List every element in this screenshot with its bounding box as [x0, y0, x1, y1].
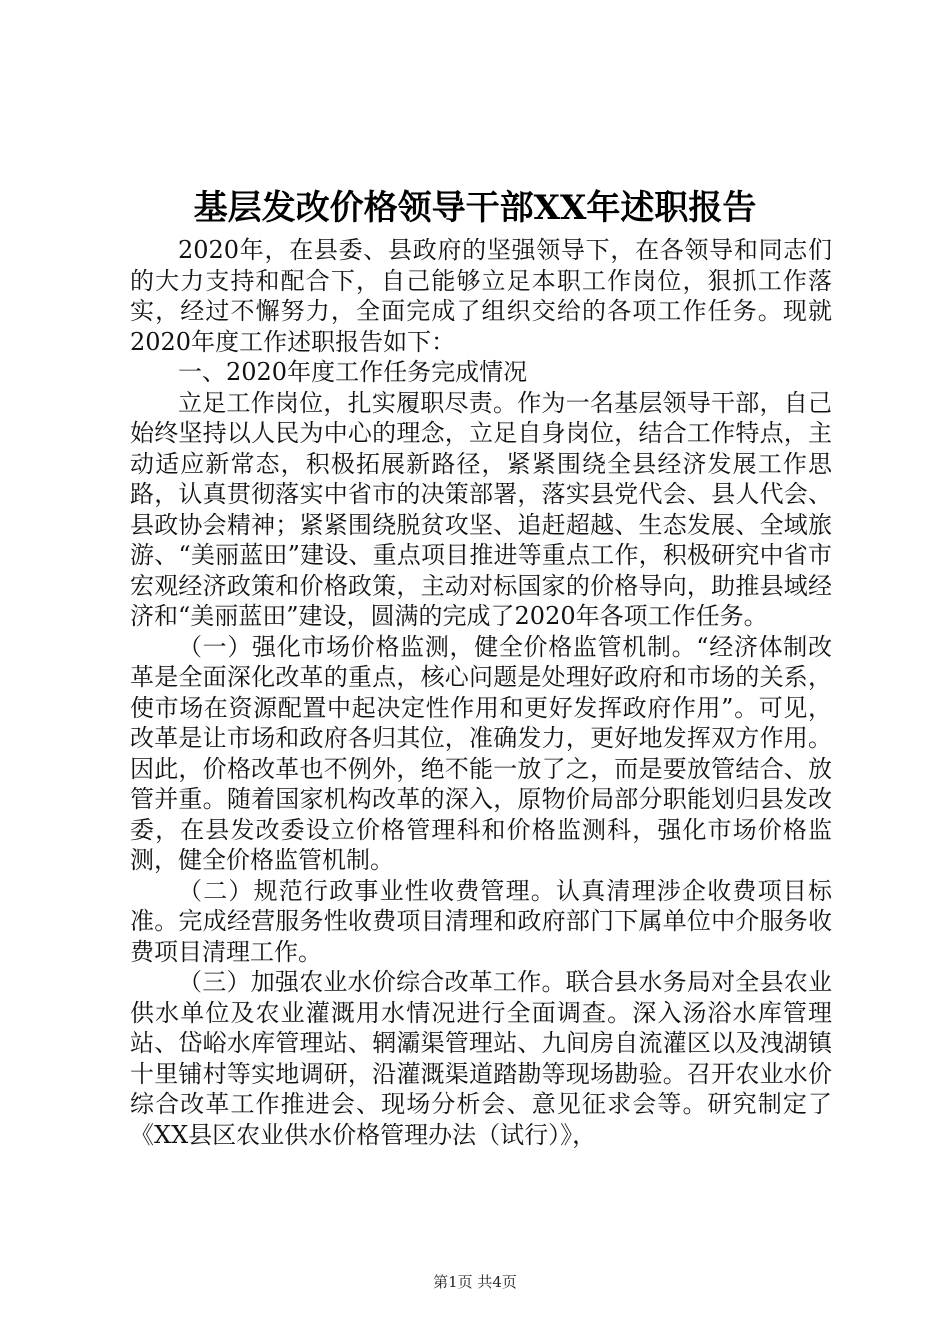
paragraph-intro: 2020年，在县委、县政府的坚强领导下，在各领导和同志们的大力支持和配合下，自己能够立足本职工作岗位，狠抓工作落实，经过不懈努力，全面完成了组织交给的各项工作任务。现就2020年度工作述职报告如下： — [130, 236, 832, 356]
paragraph-item-1: （一）强化市场价格监测，健全价格监管机制。“经济体制改革是全面深化改革的重点，核心问题是处理好政府和市场的关系，使市场在资源配置中起决定性作用和更好发挥政府作用”。可见，改革是让市场和政府各归其位，准确发力，更好地发挥双方作用。因此，价格改革也不例外，绝不能一放了之，而是要放管结合、放管并重。随着国家机构改革的深入，原物价局部分职能划归县发改委，在县发改委设立价格管理科和价格监测科，强化市场价格监测，健全价格监管机制。 — [130, 632, 832, 874]
paragraph-overview: 立足工作岗位，扎实履职尽责。作为一名基层领导干部，自己始终坚持以人民为中心的理念，立足自身岗位，结合工作特点，主动适应新常态，积极拓展新路径，紧紧围绕全县经济发展工作思路，认真贯彻落实中省市的决策部署，落实县党代会、县人代会、县政协会精神；紧紧围绕脱贫攻坚、追赶超越、生态发展、全域旅游、“美丽蓝田”建设、重点项目推进等重点工作，积极研究中省市宏观经济政策和价格政策，主动对标国家的价格导向，助推县域经济和“美丽蓝田”建设，圆满的完成了2020年各项工作任务。 — [130, 388, 832, 630]
paragraph-item-2: （二）规范行政事业性收费管理。认真清理涉企收费项目标准。完成经营服务性收费项目清理和政府部门下属单位中介服务收费项目清理工作。 — [130, 876, 832, 966]
document-title: 基层发改价格领导干部XX年述职报告 — [193, 188, 757, 228]
paragraph-item-3: （三）加强农业水价综合改革工作。联合县水务局对全县农业供水单位及农业灌溉用水情况进行全面调查。深入汤浴水库管理站、岱峪水库管理站、辋灞渠管理站、九间房自流灌区以及洩湖镇十里铺村等实地调研，沿灌溉渠道踏勘等现场勘验。召开农业水价综合改革工作推进会、现场分析会、意见征求会等。研究制定了《XX县区农业供水价格管理办法（试行）》， — [130, 968, 832, 1149]
document-body — [130, 235, 832, 1150]
section-heading: 一、2020年度工作任务完成情况 — [178, 358, 528, 386]
page-footer: 第1页 共4页 — [433, 1273, 517, 1291]
